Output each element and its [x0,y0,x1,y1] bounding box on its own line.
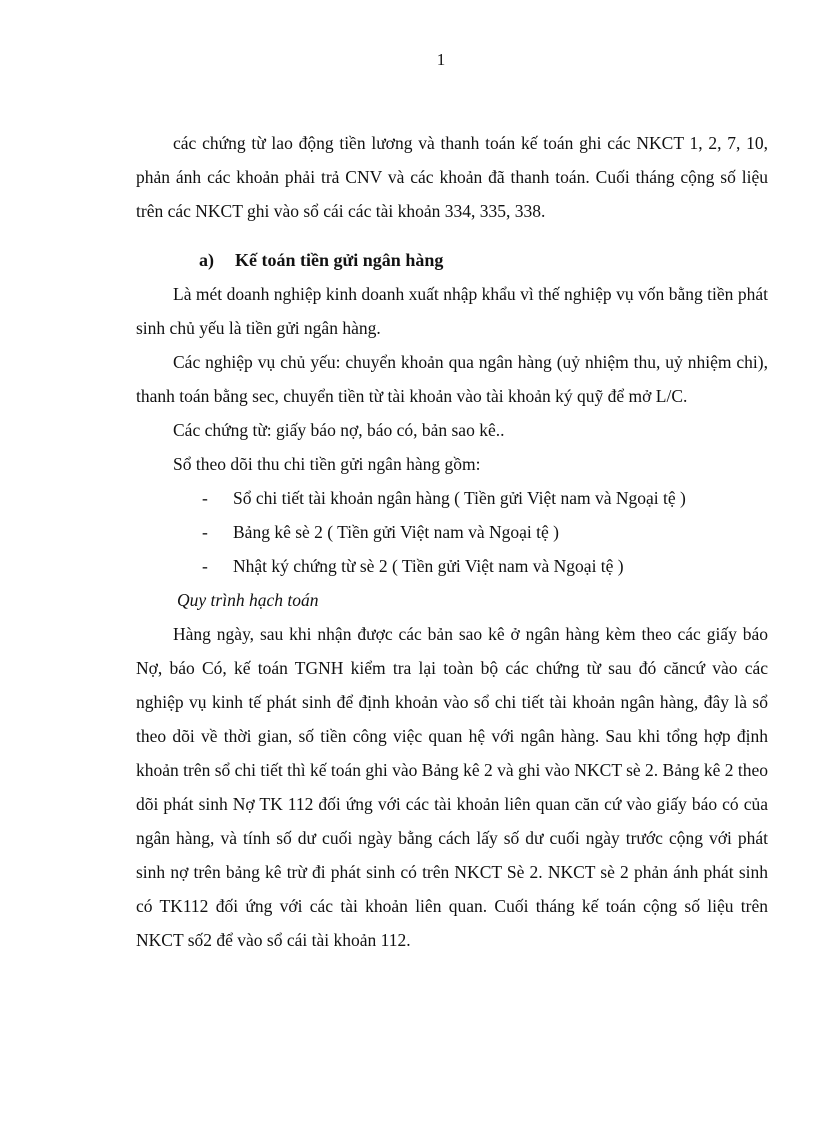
section-heading [136,243,768,277]
paragraph-company-intro: Là mét doanh nghiệp kinh doanh xuất nhập khẩu vì thế nghiệp vụ vốn bằng tiền phát sinh chủ yếu là tiền gửi ngân hàng. [136,284,768,338]
page-number: 1 [436,50,446,69]
list-dash: - [202,488,208,508]
section-title: Kế toán tiền gửi ngân hàng [235,250,444,270]
list-item [136,515,768,549]
paragraph-main-operations: Các nghiệp vụ chủ yếu: chuyển khoản qua ngân hàng (uỷ nhiệm thu, uỷ nhiệm chi), thanh toán bằng sec, chuyển tiền từ tài khoản vào tài khoản ký quỹ để mở L/C. [136,352,768,406]
list-dash: - [202,522,208,542]
procedure-subheading: Quy trình hạch toán [177,590,319,610]
paragraph-documents: Các chứng từ: giấy báo nợ, báo có, bản sao kê.. [173,420,505,440]
list-item [136,481,768,515]
list-item-text: Nhật ký chứng từ sè 2 ( Tiền gửi Việt nam và Ngoại tệ ) [233,556,624,576]
list-item-text: Bảng kê sè 2 ( Tiền gửi Việt nam và Ngoại tệ ) [233,522,559,542]
paragraph-salary-accounting: các chứng từ lao động tiền lương và thanh toán kế toán ghi các NKCT 1, 2, 7, 10, phản ánh các khoản phải trả CNV và các khoản đã thanh toán. Cuối tháng cộng số liệu trên các NKCT ghi vào sổ cái các tài khoản 334, 335, 338. [136,133,768,221]
list-item [136,549,768,583]
section-marker: a) [199,250,214,270]
ledger-list [136,481,768,583]
paragraph-ledgers-intro: Sổ theo dõi thu chi tiền gửi ngân hàng gồm: [173,454,481,474]
list-item-text: Sổ chi tiết tài khoản ngân hàng ( Tiền gửi Việt nam và Ngoại tệ ) [233,488,686,508]
document-body [136,126,768,957]
list-dash: - [202,556,208,576]
paragraph-procedure: Hàng ngày, sau khi nhận được các bản sao kê ở ngân hàng kèm theo các giấy báo Nợ, báo Có, kế toán TGNH kiểm tra lại toàn bộ các chứng từ sau đó căncứ vào các nghiệp vụ kinh tế phát sinh để định khoản vào sổ chi tiết tài khoản ngân hàng, đây là sổ theo dõi về thời gian, số tiền công việc quan hệ với ngân hàng. Sau khi tổng hợp định khoản trên sổ chi tiết thì kế toán ghi vào Bảng kê 2 và ghi vào NKCT sè 2. Bảng kê 2 theo dõi phát sinh Nợ TK 112 đối ứng với các tài khoản liên quan căn cứ vào giấy báo có của ngân hàng, và tính số dư cuối ngày bằng cách lấy số dư cuối ngày trước cộng với phát sinh nợ trên bảng kê trừ đi phát sinh có trên NKCT Sè 2. NKCT sè 2 phản ánh phát sinh có TK112 đối ứng với các tài khoản liên quan. Cuối tháng kế toán cộng số liệu trên NKCT số2 để vào sổ cái tài khoản 112. [136,624,768,950]
